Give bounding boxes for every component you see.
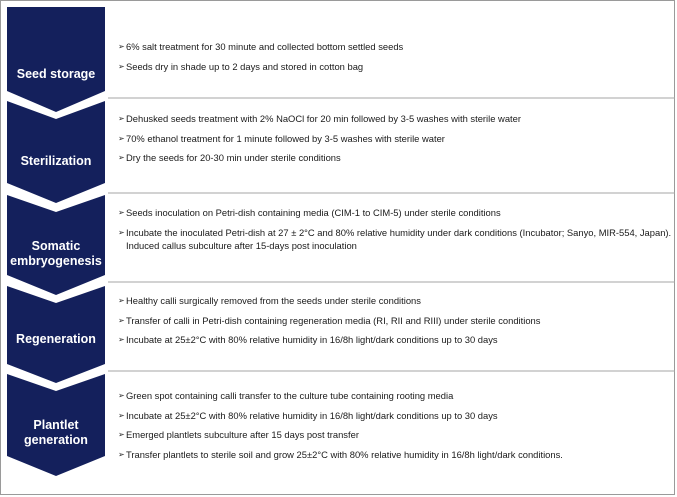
bullet-icon: ➢ — [118, 430, 125, 439]
step-item: ➢ Incubate the inoculated Petri-dish at 27 ± 2°C and 80% relative humidity under dark conditions (Incubator; Sanyo, MIR-554, Japan). Induced callus subculture after 15-days post inoculation — [118, 226, 672, 251]
step-item: ➢ Dry the seeds for 20-30 min under sterile conditions — [118, 152, 341, 163]
step-item: ➢ 6% salt treatment for 30 minute and collected bottom settled seeds — [118, 41, 404, 52]
stage-label-plantlet-generation: Plantlet generation — [24, 418, 88, 447]
steps-seed-storage — [118, 40, 673, 79]
step-item: ➢ Transfer plantlets to sterile soil and grow 25±2°C with 80% relative humidity in 16/8h light/dark conditions. — [118, 448, 563, 460]
bullet-icon: ➢ — [118, 410, 125, 420]
bullet-icon: ➢ — [118, 449, 125, 459]
step-item: ➢ Green spot containing calli transfer to the culture tube containing rooting media — [118, 390, 454, 401]
stage-label-somatic-embryogenesis: Somatic embryogenesis — [10, 239, 102, 268]
bullet-icon: ➢ — [118, 227, 125, 237]
bullet-icon: ➢ — [118, 296, 125, 305]
bullet-icon: ➢ — [118, 114, 125, 123]
stage-label-seed-storage: Seed storage — [16, 67, 96, 81]
step-item: ➢ 70% ethanol treatment for 1 minute followed by 3-5 washes with sterile water — [118, 132, 445, 144]
bullet-icon: ➢ — [118, 391, 125, 400]
step-item: ➢ Healthy calli surgically removed from the seeds under sterile conditions — [118, 295, 421, 306]
stage-label-sterilization: Sterilization — [20, 154, 92, 168]
bullet-icon: ➢ — [118, 335, 125, 344]
bullet-icon: ➢ — [118, 153, 125, 162]
stage-label-regeneration: Regeneration — [16, 332, 96, 346]
steps-regeneration — [118, 294, 673, 353]
step-item: ➢ Seeds dry in shade up to 2 days and stored in cotton bag — [118, 60, 364, 72]
chevron-seed-storage — [7, 7, 105, 112]
chevron-sterilization — [7, 101, 105, 203]
step-item: ➢ Emerged plantlets subculture after 15 days post transfer — [118, 429, 359, 440]
bullet-icon: ➢ — [118, 42, 125, 51]
bullet-icon: ➢ — [118, 315, 125, 325]
bullet-icon: ➢ — [118, 61, 125, 71]
step-item: ➢ Incubate at 25±2°C with 80% relative humidity in 16/8h light/dark conditions up to 30 days — [118, 334, 498, 345]
bullet-icon: ➢ — [118, 208, 125, 217]
steps-plantlet-generation — [118, 389, 673, 467]
step-item: ➢ Transfer of calli in Petri-dish containing regeneration media (RI, RII and RIII) under sterile conditions — [118, 314, 541, 326]
steps-somatic-embryogenesis — [118, 206, 673, 258]
steps-sterilization — [118, 112, 673, 171]
bullet-icon: ➢ — [118, 133, 125, 143]
step-item: ➢ Seeds inoculation on Petri-dish containing media (CIM-1 to CIM-5) under sterile conditions — [118, 207, 501, 218]
step-item: ➢ Incubate at 25±2°C with 80% relative humidity in 16/8h light/dark conditions up to 30 days — [118, 409, 498, 421]
step-item: ➢ Dehusked seeds treatment with 2% NaOCl for 20 min followed by 3-5 washes with sterile water — [118, 113, 521, 124]
